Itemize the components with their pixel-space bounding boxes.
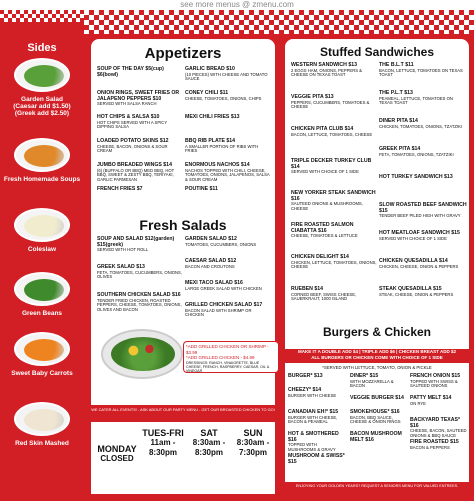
menu-item-price: $5(cup) $6(bowl) — [97, 66, 164, 78]
menu-item-price: $12 — [227, 258, 237, 264]
burger-item-title: BURGER* — [288, 373, 314, 379]
side-food — [24, 339, 64, 361]
menu-item-price: $16 — [291, 195, 300, 202]
burger-item-desc: BACON & PEPPERS — [410, 444, 450, 450]
watermark: see more menus @ zmenu.com — [0, 0, 474, 10]
menu-item-desc: BACON SALAD WITH SHRIMP OR CHICKEN — [185, 307, 252, 318]
menu-item — [379, 175, 467, 181]
burger-item — [350, 374, 408, 389]
burger-item-title: MUSHROOM & SWISS* — [288, 453, 345, 459]
menu-item-price: $16 — [171, 292, 181, 298]
menu-item-desc: 2 EGGS HAM, ONIONS, PEPPERS & CHEESE ON TEXAS TOAST — [291, 67, 362, 78]
side-dish-image — [14, 402, 70, 436]
menu-item-price: $14 — [439, 258, 448, 264]
burger-item-price: $16 — [410, 422, 419, 429]
menu-item-desc: SERVED WITH CHOICE OF 1 SIDE — [291, 169, 359, 175]
menu-item-title: GREEK PITA — [379, 146, 412, 152]
menu-item — [97, 265, 183, 280]
hours-day: MONDAY — [97, 444, 137, 454]
menu-item-price: $14 — [344, 126, 354, 132]
burger-item-price: $15 — [329, 409, 339, 415]
menu-item — [291, 159, 377, 175]
menu-item-price: $11 — [405, 62, 414, 68]
side-label — [0, 310, 84, 317]
menu-item-price: $13 — [230, 114, 240, 120]
menu-item-title: GREEK SALAD — [97, 264, 137, 270]
burger-item-desc: TOPPED WITH SWISS & SAUTEED ONIONS — [410, 378, 458, 389]
addon-dressings: DRESSINGS: RANCH, VINAIGRETTE, BLUE CHEESE, FRENCH, RASPBERRY, CAESAR, OIL & VINEGAR — [186, 360, 270, 373]
menu-item-price: $14 — [340, 254, 349, 260]
checker-border — [0, 10, 84, 22]
menu-item-desc: FETA, TOMATOES, ONIONS, TZATZIKI — [379, 151, 454, 157]
menu-item-title: THE B.L.T — [379, 62, 406, 68]
menu-item-title: VEGGIE PITA — [291, 94, 326, 100]
menu-item-name — [185, 115, 271, 121]
menu-item-desc: SAUTEED ONIONS & MUSHROOMS, CHEESE — [291, 201, 363, 211]
menu-item — [379, 147, 467, 157]
burger-item-price: $13 — [313, 373, 323, 379]
burger-item-title: CANADIAN EH!* — [288, 409, 330, 415]
burger-item-desc: BURGER WITH CHEESE — [288, 392, 337, 398]
appetizers-title: Appetizers — [144, 45, 222, 62]
menu-item-price: $11 — [219, 90, 229, 96]
menu-item — [185, 67, 271, 82]
menu-item — [97, 237, 183, 253]
menu-item-desc: SERVED WITH CHOICE OF 1 SIDE — [379, 235, 447, 241]
menu-item — [379, 119, 467, 129]
menu-item-desc: CHICKEN, TOMATOES, ONIONS, TZATZIKI — [379, 123, 463, 129]
menu-item-title: POUTINE — [185, 186, 210, 192]
burger-item — [288, 454, 346, 465]
menu-item-title: ONION RINGS, SWEET FRIES OR JALAPENO PEPPERS — [97, 90, 180, 102]
salad-addon-box — [183, 341, 279, 373]
menu-item — [97, 67, 183, 78]
menu-item-price: $10 — [150, 114, 160, 120]
menu-item-price: $12(garden) $15(greek) — [97, 236, 175, 248]
menu-item-name — [185, 187, 271, 193]
burger-item-title: FIRE ROASTED — [410, 439, 451, 445]
menu-item-title: SLOW ROASTED BEEF SANDWICH — [379, 202, 467, 208]
hours-time: CLOSED — [100, 454, 134, 463]
burger-item-title: BACON MUSHROOM MELT — [350, 431, 402, 443]
burger-item-title: SMOKEHOUSE* — [350, 409, 391, 415]
burger-item-price: $15 — [450, 439, 459, 445]
menu-item — [185, 303, 271, 318]
menu-item-price: $16 — [318, 227, 327, 234]
burger-item — [288, 388, 346, 398]
menu-item — [185, 281, 271, 291]
menu-item-desc: PEPPERS, CUCUMBERS, TOMATOES & CHEESE — [291, 99, 370, 110]
salads-title: Fresh Salads — [139, 217, 227, 233]
menu-item-price: $15 — [433, 286, 442, 292]
side-food — [24, 409, 64, 431]
salad-bowl-image — [101, 329, 183, 379]
burger-item — [410, 374, 468, 389]
menu-item-title: SOUP OF THE DAY — [97, 66, 146, 72]
menu-item — [291, 223, 377, 239]
menu-item — [379, 203, 467, 219]
menu-item-desc: TOMATOES, CUCUMBERS, ONIONS — [185, 241, 257, 247]
menu-item — [291, 191, 377, 212]
side-food — [24, 215, 64, 237]
menu-item-title: JUMBO BREADED WINGS — [97, 162, 164, 168]
side-label — [0, 246, 84, 253]
burger-item-price: $15 — [288, 458, 297, 465]
burger-item — [288, 374, 346, 380]
menu-item — [379, 259, 467, 269]
burger-item — [288, 410, 346, 425]
hours-column — [231, 428, 275, 458]
menu-item-title: HOT TURKEY SANDWICH — [379, 174, 445, 180]
menu-item — [291, 127, 377, 137]
menu-item-desc: (10 PIECES) WITH CHEESE AND TOMATO SAUCE — [185, 71, 268, 82]
menu-item-price: $15 — [379, 207, 388, 214]
menu-item-title: FRENCH FRIES — [97, 186, 137, 192]
menu-item-desc: BACON AND CROUTONS — [185, 263, 235, 269]
burger-item — [410, 418, 468, 439]
menu-item-name — [97, 187, 183, 193]
appetizers-salads-panel — [89, 37, 277, 417]
menu-item-title: CONEY CHILI — [185, 90, 220, 96]
burger-item-price: $16 — [365, 436, 374, 443]
side-label — [0, 96, 84, 117]
menu-item-desc: CHEESE, TOMATOES & LETTUCE — [291, 233, 358, 239]
side-name: Fresh Homemade Soups — [3, 176, 81, 183]
menu-item — [185, 139, 271, 154]
burger-item-title: FRENCH ONION — [410, 373, 452, 379]
menu-item-title: CHICKEN DELIGHT — [291, 254, 341, 260]
menu-item-price: $13 — [444, 174, 453, 180]
menu-item — [379, 231, 467, 241]
menu-item-price: $12 — [228, 236, 237, 242]
burger-item-desc: CHEESE, BACON, SAUTEED ONIONS & BBQ SAUCE — [410, 428, 467, 438]
burger-item — [350, 432, 408, 443]
menu-item — [97, 91, 183, 107]
side-dish-image — [14, 332, 70, 366]
side-dish-image — [14, 208, 70, 242]
hours-day: TUES-FRI — [142, 428, 184, 438]
hours-time: 11am - 8:30pm — [148, 438, 177, 457]
menu-item-desc: LARGE GREEK SALAD WITH CHICKEN — [185, 285, 262, 291]
menu-item-price: $14 — [291, 163, 300, 170]
menu-item — [185, 237, 271, 247]
burger-item-desc: BACON, BBQ SAUCE, CHEESE & ONION RINGS — [350, 414, 401, 425]
addon-line-1: *ADD GRILLED CHICKEN OR SHRIMP - $3.99 — [186, 344, 269, 355]
menu-item-price: $14 — [314, 286, 324, 292]
menu-item-price: $13 — [325, 94, 334, 100]
burger-served-note: *SERVED WITH LETTUCE, TOMATO, ONION & PICKLE — [322, 365, 432, 370]
menu-item — [379, 91, 467, 106]
checker-border-top — [84, 10, 474, 34]
side-name: Garden Salad — [21, 96, 63, 103]
menu-item-desc: CHEESE, BACON, ONIONS & SOUR CREAM — [97, 143, 168, 154]
menu-item-price: $12 — [159, 138, 169, 144]
side-label — [0, 440, 84, 447]
menu-item-price: $14 — [163, 162, 172, 168]
side-food — [24, 279, 64, 301]
menu-item-title: THE P.L.T — [379, 90, 405, 96]
menu-item-desc: CHEESE, TOMATOES, ONIONS, CHIPS — [185, 95, 262, 101]
burger-item — [350, 410, 408, 425]
menu-item — [185, 91, 271, 101]
hours-column — [187, 428, 231, 458]
side-sub: (Greek add $2.50) — [14, 110, 70, 117]
burger-item-title: HOT & SMOTHERED — [288, 431, 339, 437]
menu-item-price: $16 — [234, 280, 243, 286]
menu-item-title: ENORMOUS NACHOS — [185, 162, 241, 168]
menu-item-title: MEXI TACO SALAD — [185, 280, 235, 286]
hours-time: 8:30am - 8:30pm — [192, 438, 226, 457]
menu-item — [291, 287, 377, 302]
menu-item-title: MEXI CHILI FRIES — [185, 114, 231, 120]
menu-item-desc: CHICKEN, CHEESE, ONION & PEPPERS — [379, 263, 459, 269]
menu-item — [291, 255, 377, 270]
menu-item-title: FIRE ROASTED SALMON CIABATTA — [291, 222, 354, 234]
menu-item-title: RUEBEN — [291, 286, 315, 292]
menu-item-desc: HOT CHIPS SERVED WITH A SPICY DIPPING SALSA — [97, 119, 168, 130]
menu-item-title: HOT CHIPS & SALSA — [97, 114, 151, 120]
menu-item-name — [379, 175, 467, 181]
burger-item-price: $15 — [369, 373, 379, 379]
burger-options-line-1: MAKE IT A DOUBLE ADD $4 | TRIPLE ADD $6 | CHICKEN BREAST ADD $2 — [298, 349, 456, 354]
menu-item-price: $10 — [152, 95, 162, 102]
side-name: Green Beans — [21, 310, 63, 317]
menu-item-title: WESTERN SANDWICH — [291, 62, 349, 68]
menu-item-title: NEW YORKER STEAK SANDWICH — [291, 190, 376, 196]
menu-item — [97, 293, 183, 313]
menu-item-price: $7 — [136, 186, 143, 192]
menu-item-title: LOADED POTATO SKINS — [97, 138, 160, 144]
burger-item-title: CHEEZY* — [288, 387, 313, 393]
menu-item-desc: STEAK, CHEESE, ONION & PEPPERS — [379, 291, 454, 297]
menu-item-price: $15 — [451, 230, 460, 236]
burger-item-title: BACKYARD TEXAS* — [410, 417, 460, 423]
menu-item-title: CHICKEN PITA CLUB — [291, 126, 345, 132]
menu-item-price: $13 — [404, 90, 413, 96]
burger-item — [410, 396, 468, 406]
side-label — [0, 176, 84, 183]
sides-title: Sides — [27, 42, 57, 54]
menu-item-desc: SERVED WITH HOT ROLL — [97, 247, 149, 253]
menu-item-desc: A SMALLER PORTION OF RIBS WITH FRIES — [185, 143, 259, 154]
burger-item-name — [288, 374, 346, 380]
burgers-title: Burgers & Chicken — [322, 325, 432, 339]
menu-item-desc: TENDER FRIED CHICKEN, ROASTED PEPPERS, CHEESE, TOMATOES, ONIONS, OLIVES AND BACON — [97, 297, 182, 313]
menu-item-desc: CHICKEN, LETTUCE, TOMATOES, ONIONS, CHEESE — [291, 259, 377, 270]
menu-item — [97, 139, 183, 154]
burger-item-price: $15 — [451, 373, 461, 379]
burger-item-price: $16 — [288, 436, 297, 443]
side-sub: (Caesar add $1.50) — [13, 103, 71, 110]
hours-day: SAT — [200, 428, 218, 438]
menu-item-title: TRIPLE DECKER TURKEY CLUB — [291, 158, 372, 164]
menu-item-title: CHICKEN QUESADILLA — [379, 258, 440, 264]
burger-item — [288, 432, 346, 453]
menu-item-title: STEAK QUESADILLA — [379, 286, 433, 292]
burger-options-bar — [284, 349, 470, 363]
menu-item-price: $13 — [348, 62, 358, 68]
burger-item-desc: BURGER WITH CHEESE, BACON & PEAMEAL — [288, 414, 338, 425]
menu-item-desc: BACON, LETTUCE, TOMATOES, CHEESE — [291, 131, 373, 137]
menu-item-title: DINER PITA — [379, 118, 410, 124]
menu-item — [97, 115, 183, 130]
menu-item-price: $13 — [136, 264, 145, 270]
menu-item-price: $17 — [253, 302, 263, 308]
burger-item-desc: WITH MOZZARELLA & BACON — [350, 378, 394, 389]
menu-item-price: $14 — [409, 118, 418, 124]
burger-item-price: $14 — [442, 395, 452, 401]
burger-item-price: $14 — [312, 387, 322, 393]
menu-item-title: GARDEN SALAD — [185, 236, 229, 242]
hours-box — [89, 420, 277, 496]
side-name: Coleslaw — [27, 246, 57, 253]
menu-item — [97, 187, 183, 193]
menu-item-title: BBQ RIB PLATE — [185, 138, 227, 144]
addon-line-2: *ADD GRILLED CHICKEN - $4.99 — [186, 355, 255, 360]
catering-bar: WE CATER ALL EVENTS! - ASK ABOUT OUR PARTY MENU - GET OUR BROASTED CHICKEN TO GO! — [91, 405, 275, 415]
side-food — [24, 65, 64, 87]
burger-item-title: PATTY MELT — [410, 395, 443, 401]
burger-item-title: DINER* — [350, 373, 370, 379]
sides-sidebar — [0, 10, 84, 501]
burger-item-name — [350, 432, 408, 443]
menu-item — [185, 259, 271, 269]
menu-item-title: HOT MEATLOAF SANDWICH — [379, 230, 452, 236]
menu-item-desc: PEAMEAL, LETTUCE, TOMATOES ON TEXAS TOAST — [379, 95, 453, 106]
menu-item-desc: TENDER BEEF PILED HIGH WITH GRAVY — [379, 213, 461, 219]
seniors-bar: ENJOYING YOUR GOLDEN YEARS? REQUEST A SENIORS MENU FOR VALUED ENTREES. — [284, 482, 470, 491]
menu-item-desc: FETA, TOMATOES, CUCUMBERS, ONIONS, OLIVES — [97, 269, 183, 280]
menu-item — [185, 115, 271, 121]
menu-item-price: $10 — [226, 66, 235, 72]
menu-item-title: CAESAR SALAD — [185, 258, 228, 264]
menu-item-price: $14 — [240, 162, 250, 168]
menu-item — [291, 63, 377, 78]
menu-item-desc: (6) (BUFFALO OR BBQ) MED BBQ, HOT BBQ, SWEET & ZESTY BBQ, TERIYAKI, GARLIC PARMESAN — [97, 167, 175, 183]
menu-item-desc: NACHOS TOPPED WITH CHILI, CHEESE, TOMATOES, ONIONS, JALAPENOS, SALSA & SOUR CREAM — [185, 167, 270, 183]
burger-item-title: VEGGIE BURGER — [350, 395, 396, 401]
burger-item-desc: ON RYE — [410, 400, 426, 406]
menu-item-name — [97, 67, 183, 78]
burger-item-name — [350, 396, 408, 402]
sandwiches-title: Stuffed Sandwiches — [319, 45, 435, 59]
menu-item-title: GARLIC BREAD — [185, 66, 227, 72]
side-name: Sweet Baby Carrots — [11, 370, 73, 377]
menu-item-title: SOUTHERN CHICKEN SALAD — [97, 292, 172, 298]
main-menu — [84, 10, 474, 501]
side-name: Red Skin Mashed — [15, 440, 69, 447]
side-dish-image — [14, 58, 70, 92]
menu-item-price: $14 — [226, 138, 236, 144]
menu-item-desc: BACON, LETTUCE, TOMATOES ON TEXAS TOAST — [379, 67, 463, 78]
menu-item — [185, 187, 271, 193]
menu-item — [97, 163, 183, 183]
hours-day: SUN — [243, 428, 263, 438]
burger-options-line-2: ALL BURGERS OR CHICKEN COME WITH CHOICE OF 1 SIDE — [311, 355, 443, 360]
burger-item-price: $14 — [395, 395, 404, 401]
menu-item-desc: SERVED WITH SALSA RANCH — [97, 101, 157, 107]
hours-time: 8:30am - 7:30pm — [236, 438, 270, 457]
menu-item-title: GRILLED CHICKEN SALAD — [185, 302, 254, 308]
menu-item-price: $14 — [411, 146, 421, 152]
hours-column — [141, 428, 185, 458]
menu-item-desc: CORNED BEEF, SWISS CHEESE, SAUERKRAUT, 1000 ISLAND — [291, 291, 357, 302]
menu-item-title: SOUP AND SALAD — [97, 236, 145, 242]
burger-item — [350, 396, 408, 402]
menu-item — [291, 95, 377, 110]
burger-item-desc: TOPPED WITH MUSHROOMS & GRAVY — [288, 442, 336, 452]
side-dish-image — [14, 272, 70, 306]
side-label — [0, 370, 84, 377]
burger-item-price: $16 — [390, 409, 400, 415]
menu-item — [379, 287, 467, 297]
burger-item-name — [288, 454, 346, 465]
menu-item — [185, 163, 271, 183]
side-food — [24, 145, 64, 167]
menu-item — [379, 63, 467, 78]
burger-item — [410, 440, 468, 450]
side-dish-image — [14, 138, 70, 172]
hours-column — [95, 444, 139, 464]
menu-item-price: $11 — [209, 186, 218, 192]
